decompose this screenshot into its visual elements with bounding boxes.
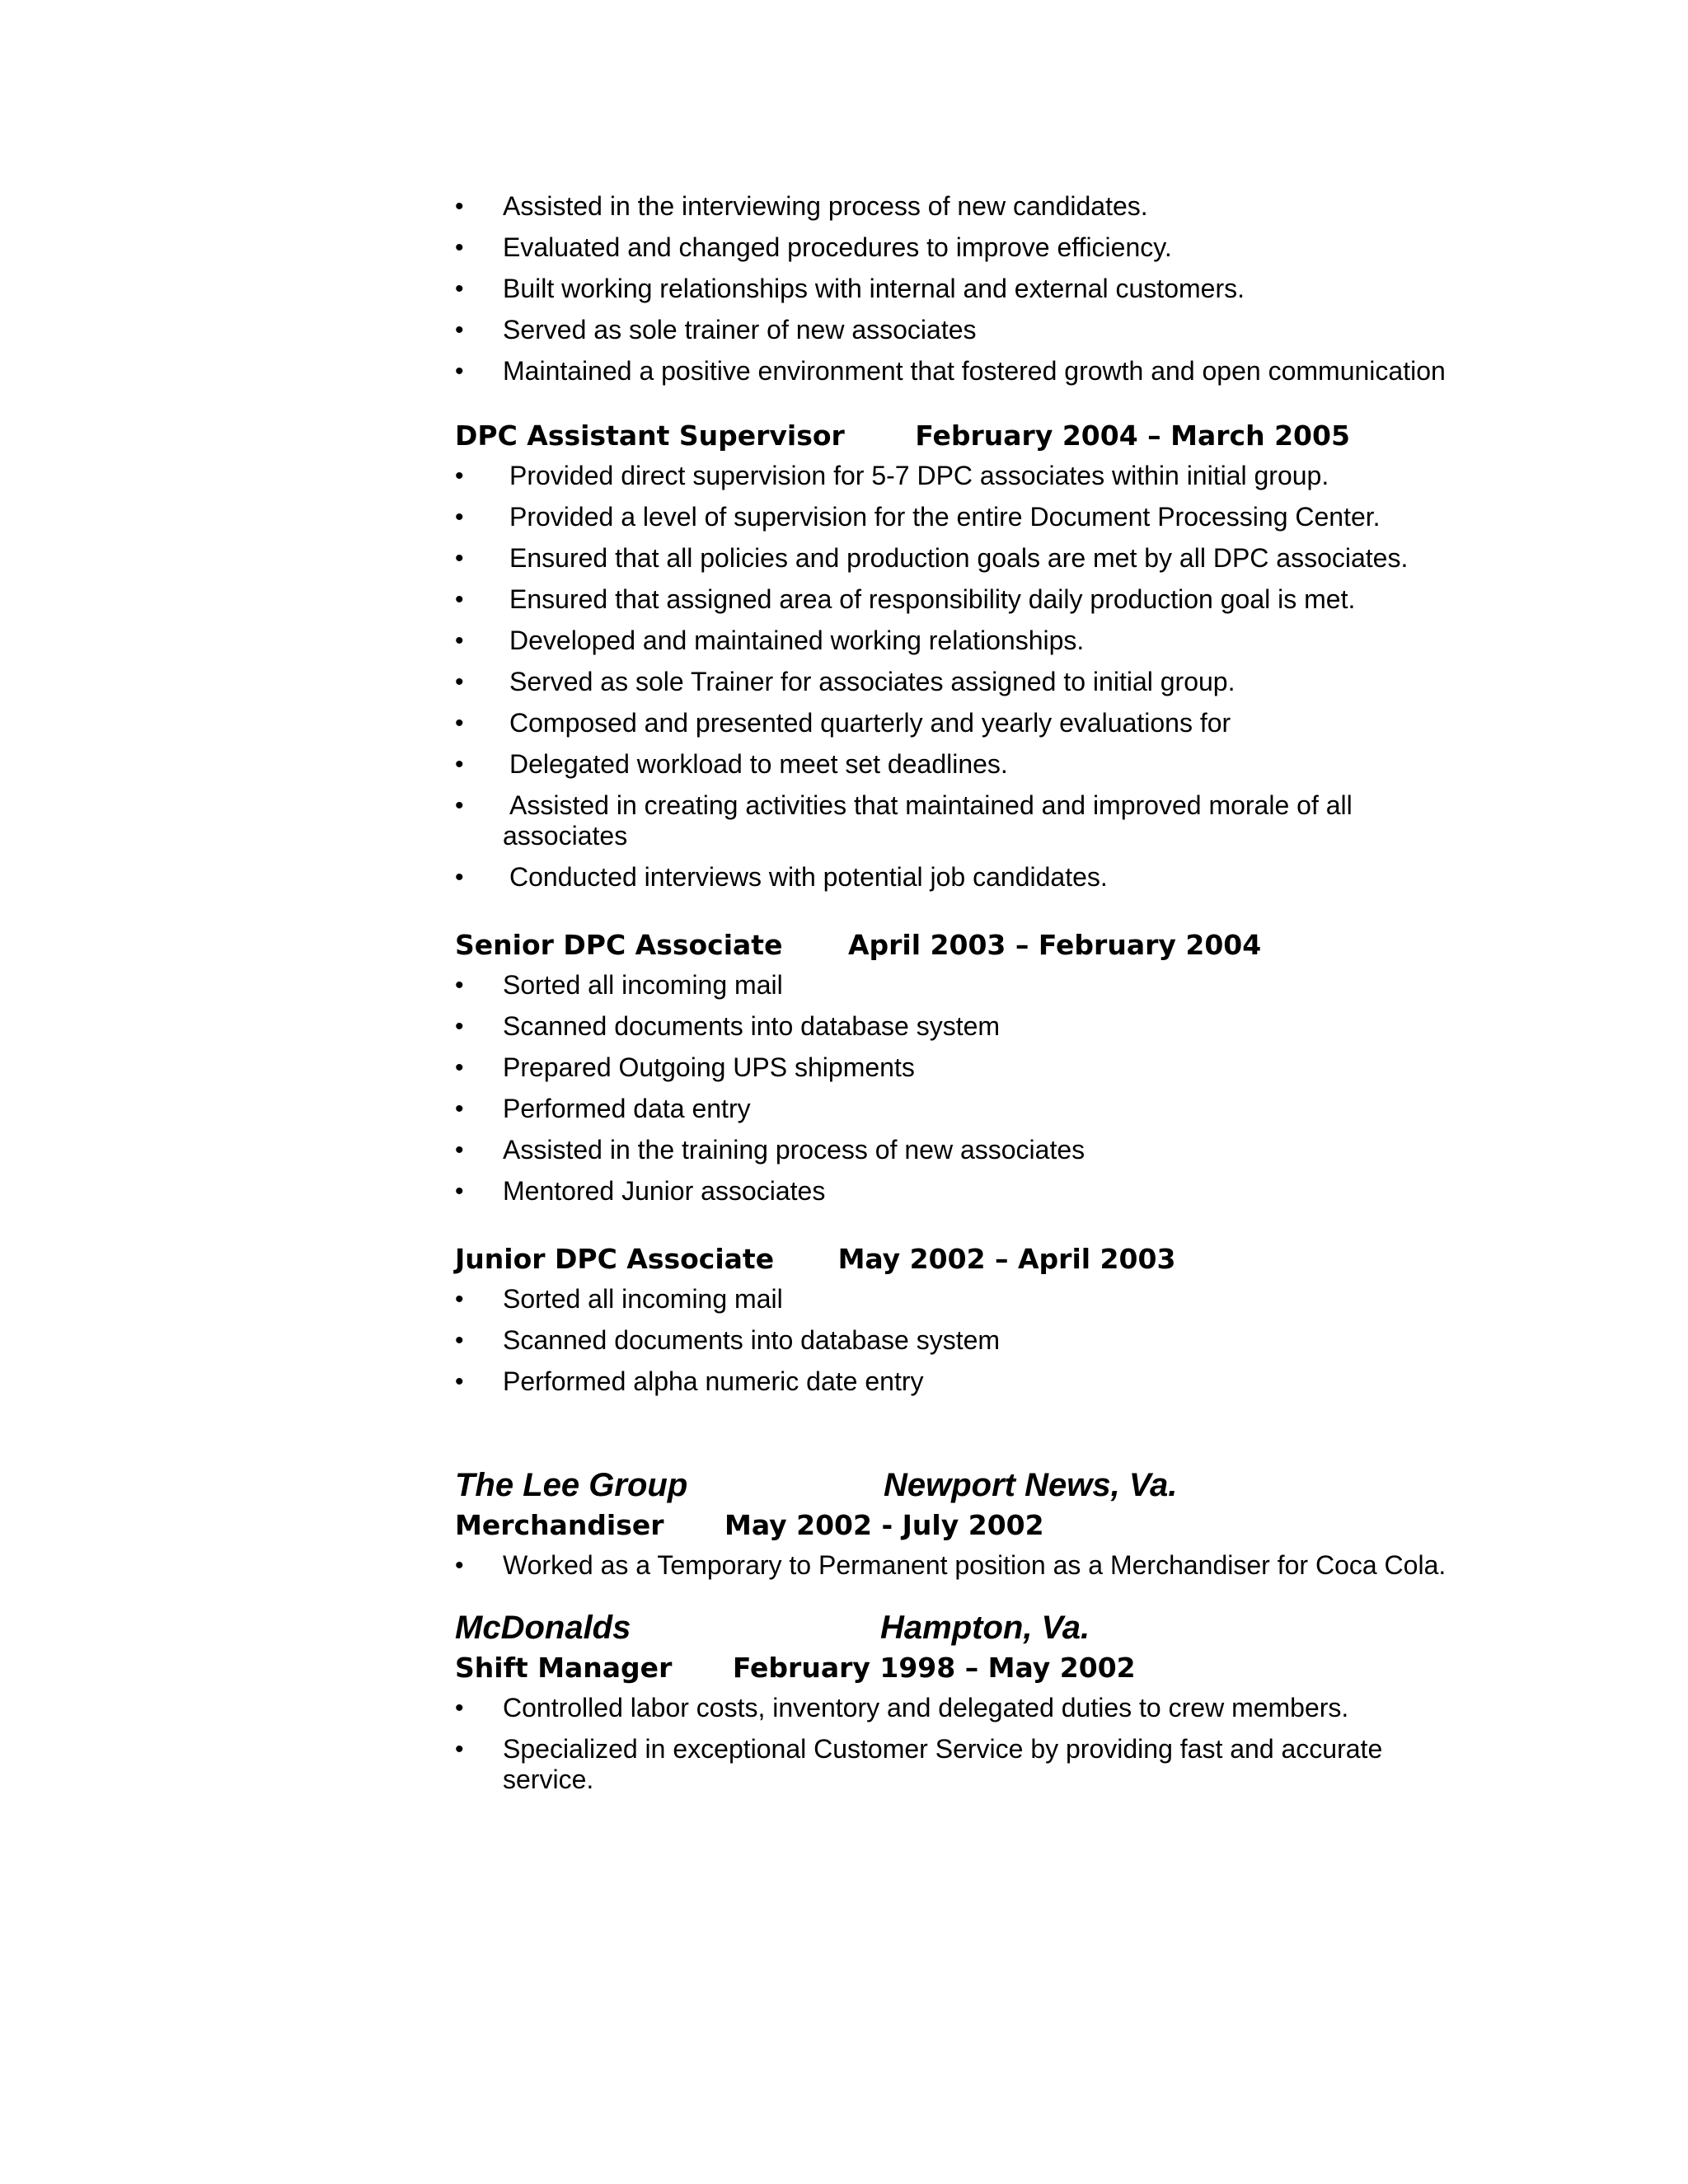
job-dates: April 2003 – February 2004 xyxy=(847,929,1262,961)
list-item xyxy=(455,708,1526,738)
job-dates: February 2004 – March 2005 xyxy=(915,419,1350,452)
job-dates: May 2002 - July 2002 xyxy=(724,1509,1044,1541)
job-bullet-list xyxy=(455,1693,1526,1795)
job-bullet-list xyxy=(455,970,1526,1207)
list-item: • Scanned documents into database system xyxy=(455,1011,1526,1042)
list-item-text: Assisted in creating activities that maintained and improved morale of all associates xyxy=(503,790,1353,851)
job-title: Merchandiser xyxy=(455,1509,664,1541)
list-item: • Prepared Outgoing UPS shipments xyxy=(455,1052,1526,1083)
list-item: • Built working relationships with internal and external customers. xyxy=(455,274,1526,304)
list-item-text: Ensured that all policies and production goals are met by all DPC associates. xyxy=(509,543,1409,573)
list-item-text: Composed and presented quarterly and yearly evaluations for xyxy=(509,708,1231,738)
list-item-text: Developed and maintained working relationships. xyxy=(509,626,1085,655)
company-name: McDonalds xyxy=(455,1610,631,1646)
job-heading xyxy=(455,1652,1526,1685)
list-item: • Performed data entry xyxy=(455,1094,1526,1124)
job-bullet-list xyxy=(455,1284,1526,1397)
list-item xyxy=(455,543,1526,574)
job-title: Junior DPC Associate xyxy=(455,1243,775,1275)
list-item: • Scanned documents into database system xyxy=(455,1325,1526,1356)
list-item xyxy=(455,667,1526,697)
list-item: • Mentored Junior associates xyxy=(455,1176,1526,1207)
list-item: • Evaluated and changed procedures to improve efficiency. xyxy=(455,232,1526,263)
list-item: • Maintained a positive environment that fostered growth and open communication xyxy=(455,356,1526,387)
job-dates: February 1998 – May 2002 xyxy=(732,1652,1136,1684)
list-item: • Assisted in the interviewing process of new candidates. xyxy=(455,191,1526,222)
job-bullet-list xyxy=(455,461,1526,893)
list-item: • Sorted all incoming mail xyxy=(455,970,1526,1001)
job-heading xyxy=(455,1509,1526,1542)
job-heading xyxy=(455,419,1526,452)
list-item: • Specialized in exceptional Customer Service by providing fast and accurate service. xyxy=(455,1734,1409,1795)
employer-heading xyxy=(455,1466,1526,1504)
job-title: Shift Manager xyxy=(455,1652,673,1684)
job-title: DPC Assistant Supervisor xyxy=(455,419,845,452)
list-item-text: Provided a level of supervision for the entire Document Processing Center. xyxy=(509,502,1381,532)
company-location: Newport News, Va. xyxy=(884,1467,1178,1503)
list-item-text: Ensured that assigned area of responsibility daily production goal is met. xyxy=(509,584,1356,614)
list-item xyxy=(455,749,1526,780)
list-item xyxy=(455,790,1409,851)
list-item xyxy=(455,862,1526,893)
list-item: • Worked as a Temporary to Permanent position as a Merchandiser for Coca Cola. xyxy=(455,1550,1526,1581)
employer-heading xyxy=(455,1609,1526,1647)
list-item: • Controlled labor costs, inventory and delegated duties to crew members. xyxy=(455,1693,1526,1723)
job-title: Senior DPC Associate xyxy=(455,929,783,961)
job-heading xyxy=(455,929,1526,962)
list-item xyxy=(455,626,1526,656)
list-item-text: Delegated workload to meet set deadlines. xyxy=(509,749,1008,779)
list-item xyxy=(455,502,1526,532)
list-item: • Assisted in the training process of new associates xyxy=(455,1135,1526,1165)
list-item-text: Conducted interviews with potential job candidates. xyxy=(509,862,1108,892)
job-bullet-list xyxy=(455,1550,1526,1581)
list-item-text: Served as sole Trainer for associates assigned to initial group. xyxy=(509,667,1236,696)
list-item xyxy=(455,461,1526,491)
top-bullet-list xyxy=(455,191,1526,387)
list-item: • Served as sole trainer of new associates xyxy=(455,315,1526,345)
list-item: • Sorted all incoming mail xyxy=(455,1284,1526,1315)
company-location: Hampton, Va. xyxy=(880,1610,1090,1646)
resume-content xyxy=(455,191,1526,1806)
job-dates: May 2002 – April 2003 xyxy=(837,1243,1176,1275)
job-heading xyxy=(455,1243,1526,1276)
company-name: The Lee Group xyxy=(455,1467,688,1503)
list-item: • Performed alpha numeric date entry xyxy=(455,1366,1526,1397)
list-item xyxy=(455,584,1526,615)
list-item-text: Provided direct supervision for 5-7 DPC associates within initial group. xyxy=(509,461,1329,490)
